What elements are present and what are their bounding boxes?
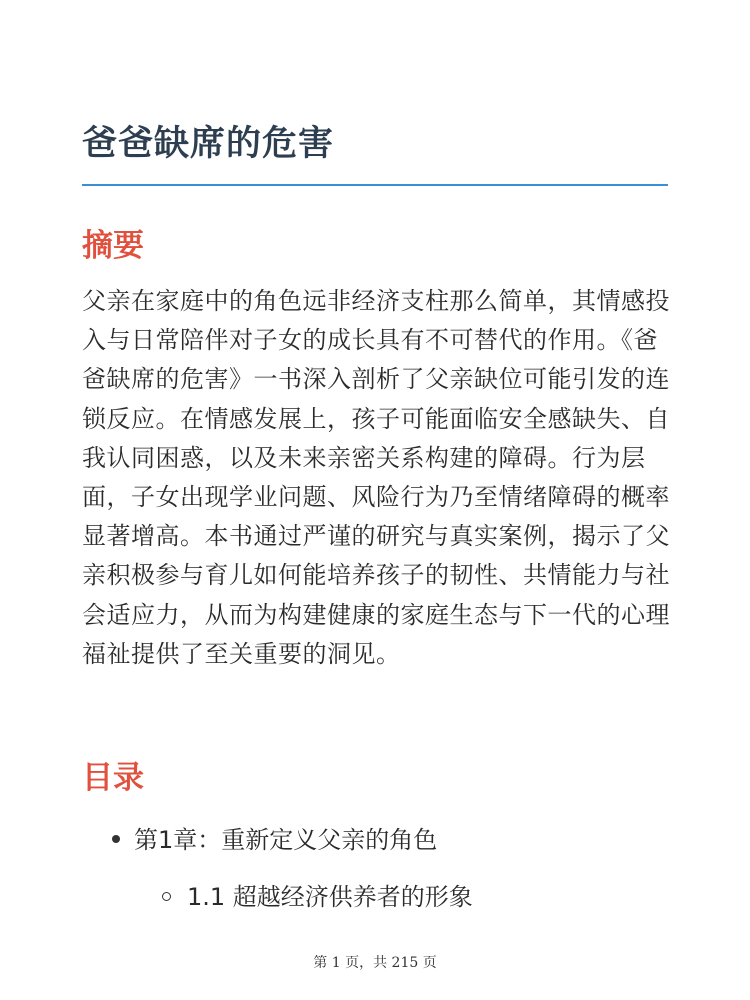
- page-footer: 第 1 页，共 215 页: [313, 955, 437, 971]
- toc-item-label: 1.1 超越经济供养者的形象: [187, 883, 473, 911]
- toc-item-section-1-1[interactable]: [162, 877, 473, 912]
- toc-heading: 目录: [82, 760, 144, 796]
- document-title: 爸爸缺席的危害: [82, 124, 335, 164]
- abstract-text: 父亲在家庭中的角色远非经济支柱那么简单，其情感投入与日常陪伴对子女的成长具有不可替代的作用。《爸爸缺席的危害》一书深入剖析了父亲缺位可能引发的连锁反应。在情感发展上，孩子可能面临安全感缺失、自我认同困惑，以及未来亲密关系构建的障碍。行为层面，子女出现学业问题、风险行为乃至情绪障碍的概率显著增高。本书通过严谨的研究与真实案例，揭示了父亲积极参与育儿如何能培养孩子的韧性、共情能力与社会适应力，从而为构建健康的家庭生态与下一代的心理福祉提供了至关重要的洞见。: [82, 287, 670, 668]
- bullet-disc-icon: [112, 835, 120, 843]
- bullet-circle-icon: [162, 892, 171, 901]
- title-divider: [82, 184, 668, 186]
- abstract-heading: 摘要: [82, 228, 144, 264]
- toc-item-chapter-1[interactable]: [112, 820, 437, 855]
- toc-item-label: 第1章：重新定义父亲的角色: [134, 826, 438, 854]
